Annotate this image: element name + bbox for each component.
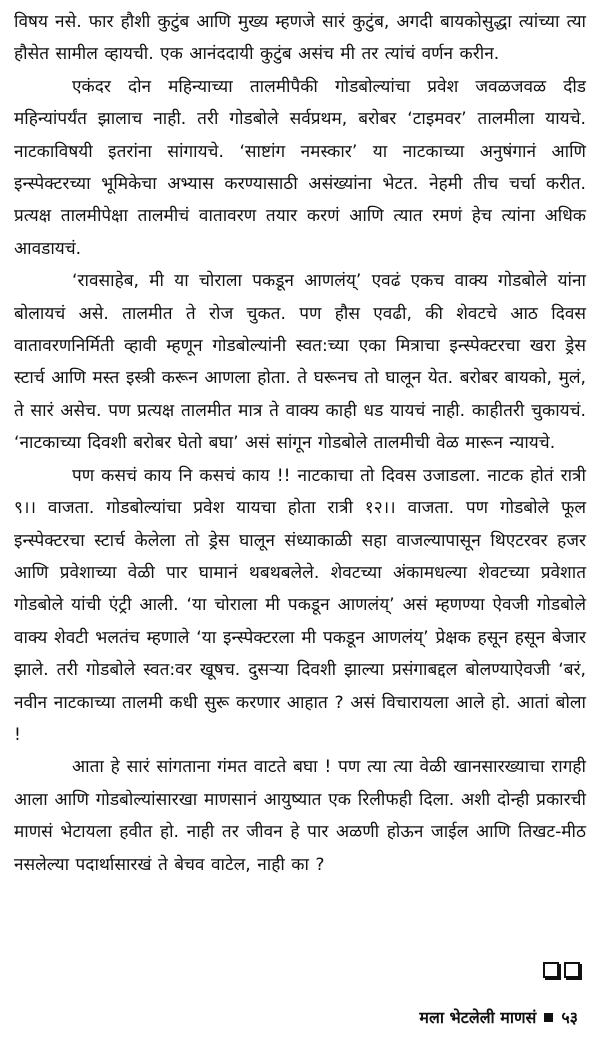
paragraph: पण कसचं काय नि कसचं काय !! नाटकाचा तो दिवस उजाडला. नाटक होतं रात्री ९।। वाजता. गोडबोल्यांचा प्रवेश यायचा होता रात्री १२।। वाजता. पण गोडबोले फूल इन्स्पेक्टरचा स्टार्च केलेला तो ड्रेस घालून संध्याकाळी सहा वाजल्यापासून थिएटरवर हजर आणि प्रवेशाच्या वेळी पार घामानं थबथबलेले. शेवटच्या अंकामधल्या शेवटच्या प्रवेशात गोडबोले यांची एंट्री आली. ‘या चोराला मी पकडून आणलंय्’ असं म्हणण्या ऐवजी गोडबोले वाक्य शेवटी भलतंच म्हणाले ‘या इन्स्पेक्टरला मी पकडून आणलंय्’ प्रेक्षक हसून हसून बेजार झाले. तरी गोडबोले स्वत:वर खूषच. दुसऱ्या दिवशी झाल्या प्रसंगाबद्दल बोलण्याऐवजी ‘बरं, नवीन नाटकाच्या तालमी कधी सुरू करणार आहात ? असं विचारायला आले हो. आतां बोला ! [14, 465, 586, 745]
end-square-icon [543, 962, 559, 978]
paragraph: एकंदर दोन महिन्याच्या तालमीपैकी गोडबोल्यांचा प्रवेश जवळजवळ दीड महिन्यांपर्यंत झालाच नाही. तरी गोडबोले सर्वप्रथम, बरोबर ‘टाइमवर’ तालमीला यायचे. नाटकाविषयी इतरांना सांगायचे. ‘साष्टांग नमस्कार’ या नाटकाच्या अनुषंगानं आणि इन्स्पेक्टरच्या भूमिकेचा अभ्यास करण्यासाठी असंख्यांना भेटत. नेहमी तीच चर्चा करीत. प्रत्यक्ष तालमीपेक्षा तालमीचं वातावरण तयार करणं आणि त्यात रमणं हेच त्यांना अधिक आवडायचं. [14, 76, 586, 259]
paragraph: ‘रावसाहेब, मी या चोराला पकडून आणलंय्’ एवढं एकच वाक्य गोडबोले यांना बोलायचं असे. तालमीत ते रोज चुकत. पण हौस एवढी, की शेवटचे आठ दिवस वातावरणनिर्मिती व्हावी म्हणून गोडबोल्यांनी स्वत:च्या एका मित्राचा इन्स्पेक्टरचा खरा ड्रेस स्टार्च आणि मस्त इस्त्री करून आणला होता. ते घरूनच तो घालून येत. बरोबर बायको, मुलं, ते सारं असेच. पण प्रत्यक्ष तालमीत मात्र ते वाक्य काही धड यायचं नाही. काहीतरी चुकायचं. ‘नाटकाच्या दिवशी बरोबर घेतो बघा’ असं सांगून गोडबोले तालमीची वेळ मारून न्यायचे. [14, 271, 586, 454]
body-text [14, 6, 586, 881]
page-number: ५३ [561, 1008, 578, 1027]
chapter-end-mark [543, 962, 580, 978]
square-bullet-icon [544, 1013, 553, 1022]
end-square-icon [564, 962, 580, 978]
paragraph: आता हे सारं सांगताना गंमत वाटते बघा ! पण त्या त्या वेळी खानसारख्याचा रागही आला आणि गोडबोल्यांसारखा माणसानं आयुष्यात एक रिलीफही दिला. अशी दोन्ही प्रकारची माणसं भेटायला हवीत हो. नाही तर जीवन हे पार अळणी होऊन जाईल आणि तिखट-मीठ नसलेल्या पदार्थासारखं ते बेचव वाटेल, नाही का ? [14, 757, 586, 875]
book-title: मला भेटलेली माणसं [419, 1008, 537, 1027]
page-footer [419, 1006, 578, 1028]
paragraph: विषय नसे. फार हौशी कुटुंब आणि मुख्य म्हणजे सारं कुटुंब, अगदी बायकोसुद्धा त्यांच्या त्या हौसेत सामील व्हायची. एक आनंददायी कुटुंब असंच मी तर त्यांचं वर्णन करीन. [14, 12, 586, 65]
